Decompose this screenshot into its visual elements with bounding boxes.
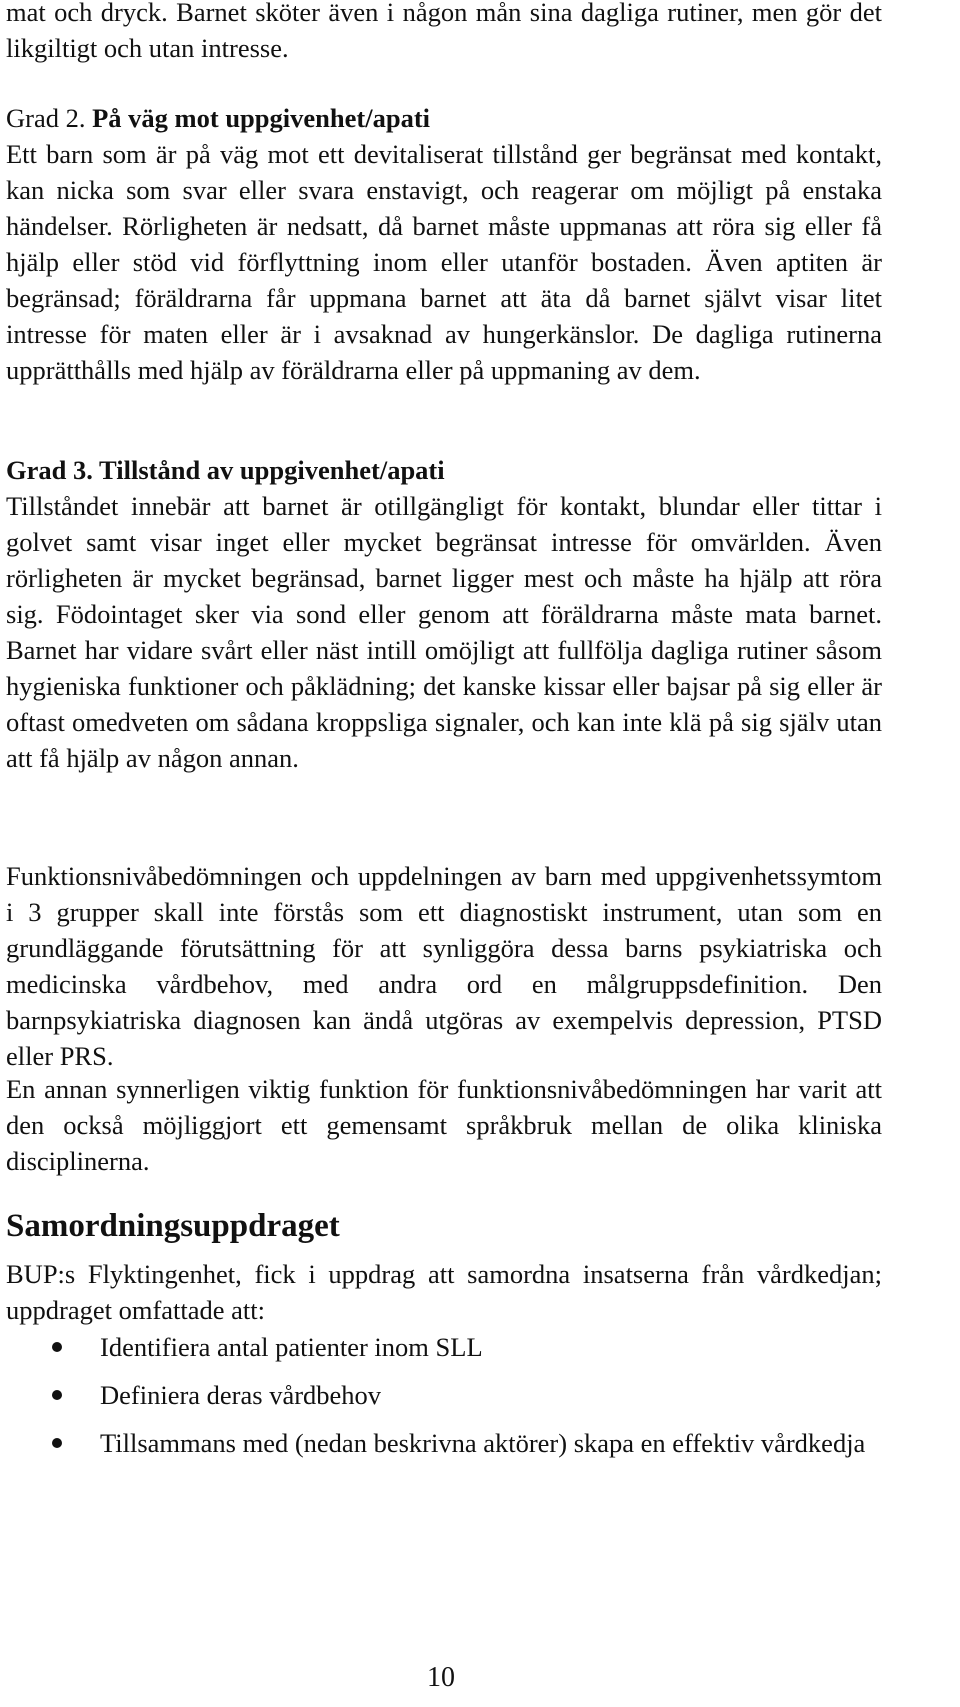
list-item — [6, 1377, 882, 1413]
grade-2-title: På väg mot uppgivenhet/apati — [92, 103, 431, 133]
bullet-icon — [52, 1438, 62, 1448]
paragraph-functional-assessment: Funktionsnivåbedömningen och uppdelningen av barn med uppgivenhetssymtom i 3 grupper skall inte förstås som ett diagnostiskt instrument, utan som en grundläggande förutsättning för att synliggöra dessa barns psykiatriska och medicinska vårdbehov, med andra ord en målgruppsdefinition. Den barnpsykiatriska diagnosen kan ändå utgöras av exempelvis depression, PTSD eller PRS. — [6, 861, 882, 1071]
grade-3-number: Grad 3. — [6, 455, 93, 485]
bullet-icon — [52, 1390, 62, 1400]
grade-2-number: Grad 2. — [6, 103, 86, 133]
grade-3-text: Tillståndet innebär att barnet är otillgängligt för kontakt, blundar eller tittar i golvet samt visar inget eller mycket begränsat intresse för omvärlden. Även rörligheten är mycket begränsad, barnet ligger mest och måste ha hjälp att röra sig. Födointaget sker via sond eller genom att föräldrarna måste mata barnet. Barnet har vidare svårt eller näst intill omöjligt att fullfölja dagliga rutiner såsom hygieniska funktioner och påklädning; det kanske kissar eller bajsar på sig eller är oftast omedveten om sådana kroppsliga signaler, och kan inte klä på sig själv utan att få hjälp av någon annan. — [6, 491, 882, 773]
section-heading: Samordningsuppdraget — [6, 1208, 340, 1244]
bullet-list — [6, 1329, 882, 1473]
paragraph-common-language: En annan synnerligen viktig funktion för funktionsnivåbedömningen har varit att den också möjliggjort ett gemensamt språkbruk mellan de olika kliniska disciplinerna. — [6, 1074, 882, 1176]
list-item-text: Definiera deras vårdbehov — [100, 1380, 382, 1410]
grade-2-section — [6, 100, 882, 388]
section-intro: BUP:s Flyktingenhet, fick i uppdrag att samordna insatserna från vårdkedjan; uppdraget omfattade att: — [6, 1259, 882, 1325]
list-item-text: Identifiera antal patienter inom SLL — [100, 1332, 483, 1362]
grade-3-title: Tillstånd av uppgivenhet/apati — [99, 455, 445, 485]
bullet-icon — [52, 1342, 62, 1352]
list-item — [6, 1425, 882, 1461]
list-item-text: Tillsammans med (nedan beskrivna aktörer) skapa en effektiv vårdkedja — [100, 1428, 866, 1458]
list-item — [6, 1329, 882, 1365]
page-number: 10 — [427, 1662, 455, 1693]
paragraph-continuation: mat och dryck. Barnet sköter även i någon mån sina dagliga rutiner, men gör det likgiltigt och utan intresse. — [6, 0, 882, 63]
grade-3-section — [6, 452, 882, 776]
grade-3-heading — [6, 452, 882, 488]
grade-2-text: Ett barn som är på väg mot ett devitaliserat tillstånd ger begränsat med kontakt, kan nicka som svar eller svara enstavigt, och reagerar om möjligt på enstaka händelser. Rörligheten är nedsatt, då barnet måste uppmanas att röra sig eller få hjälp eller stöd vid förflyttning inom eller utanför bostaden. Även aptiten är begränsad; föräldrarna får uppmana barnet att äta då barnet självt visar litet intresse för maten eller är i avsaknad av hungerkänslor. De dagliga rutinerna upprätthålls med hjälp av föräldrarna eller på uppmaning av dem. — [6, 139, 882, 385]
grade-2-heading — [6, 100, 882, 136]
